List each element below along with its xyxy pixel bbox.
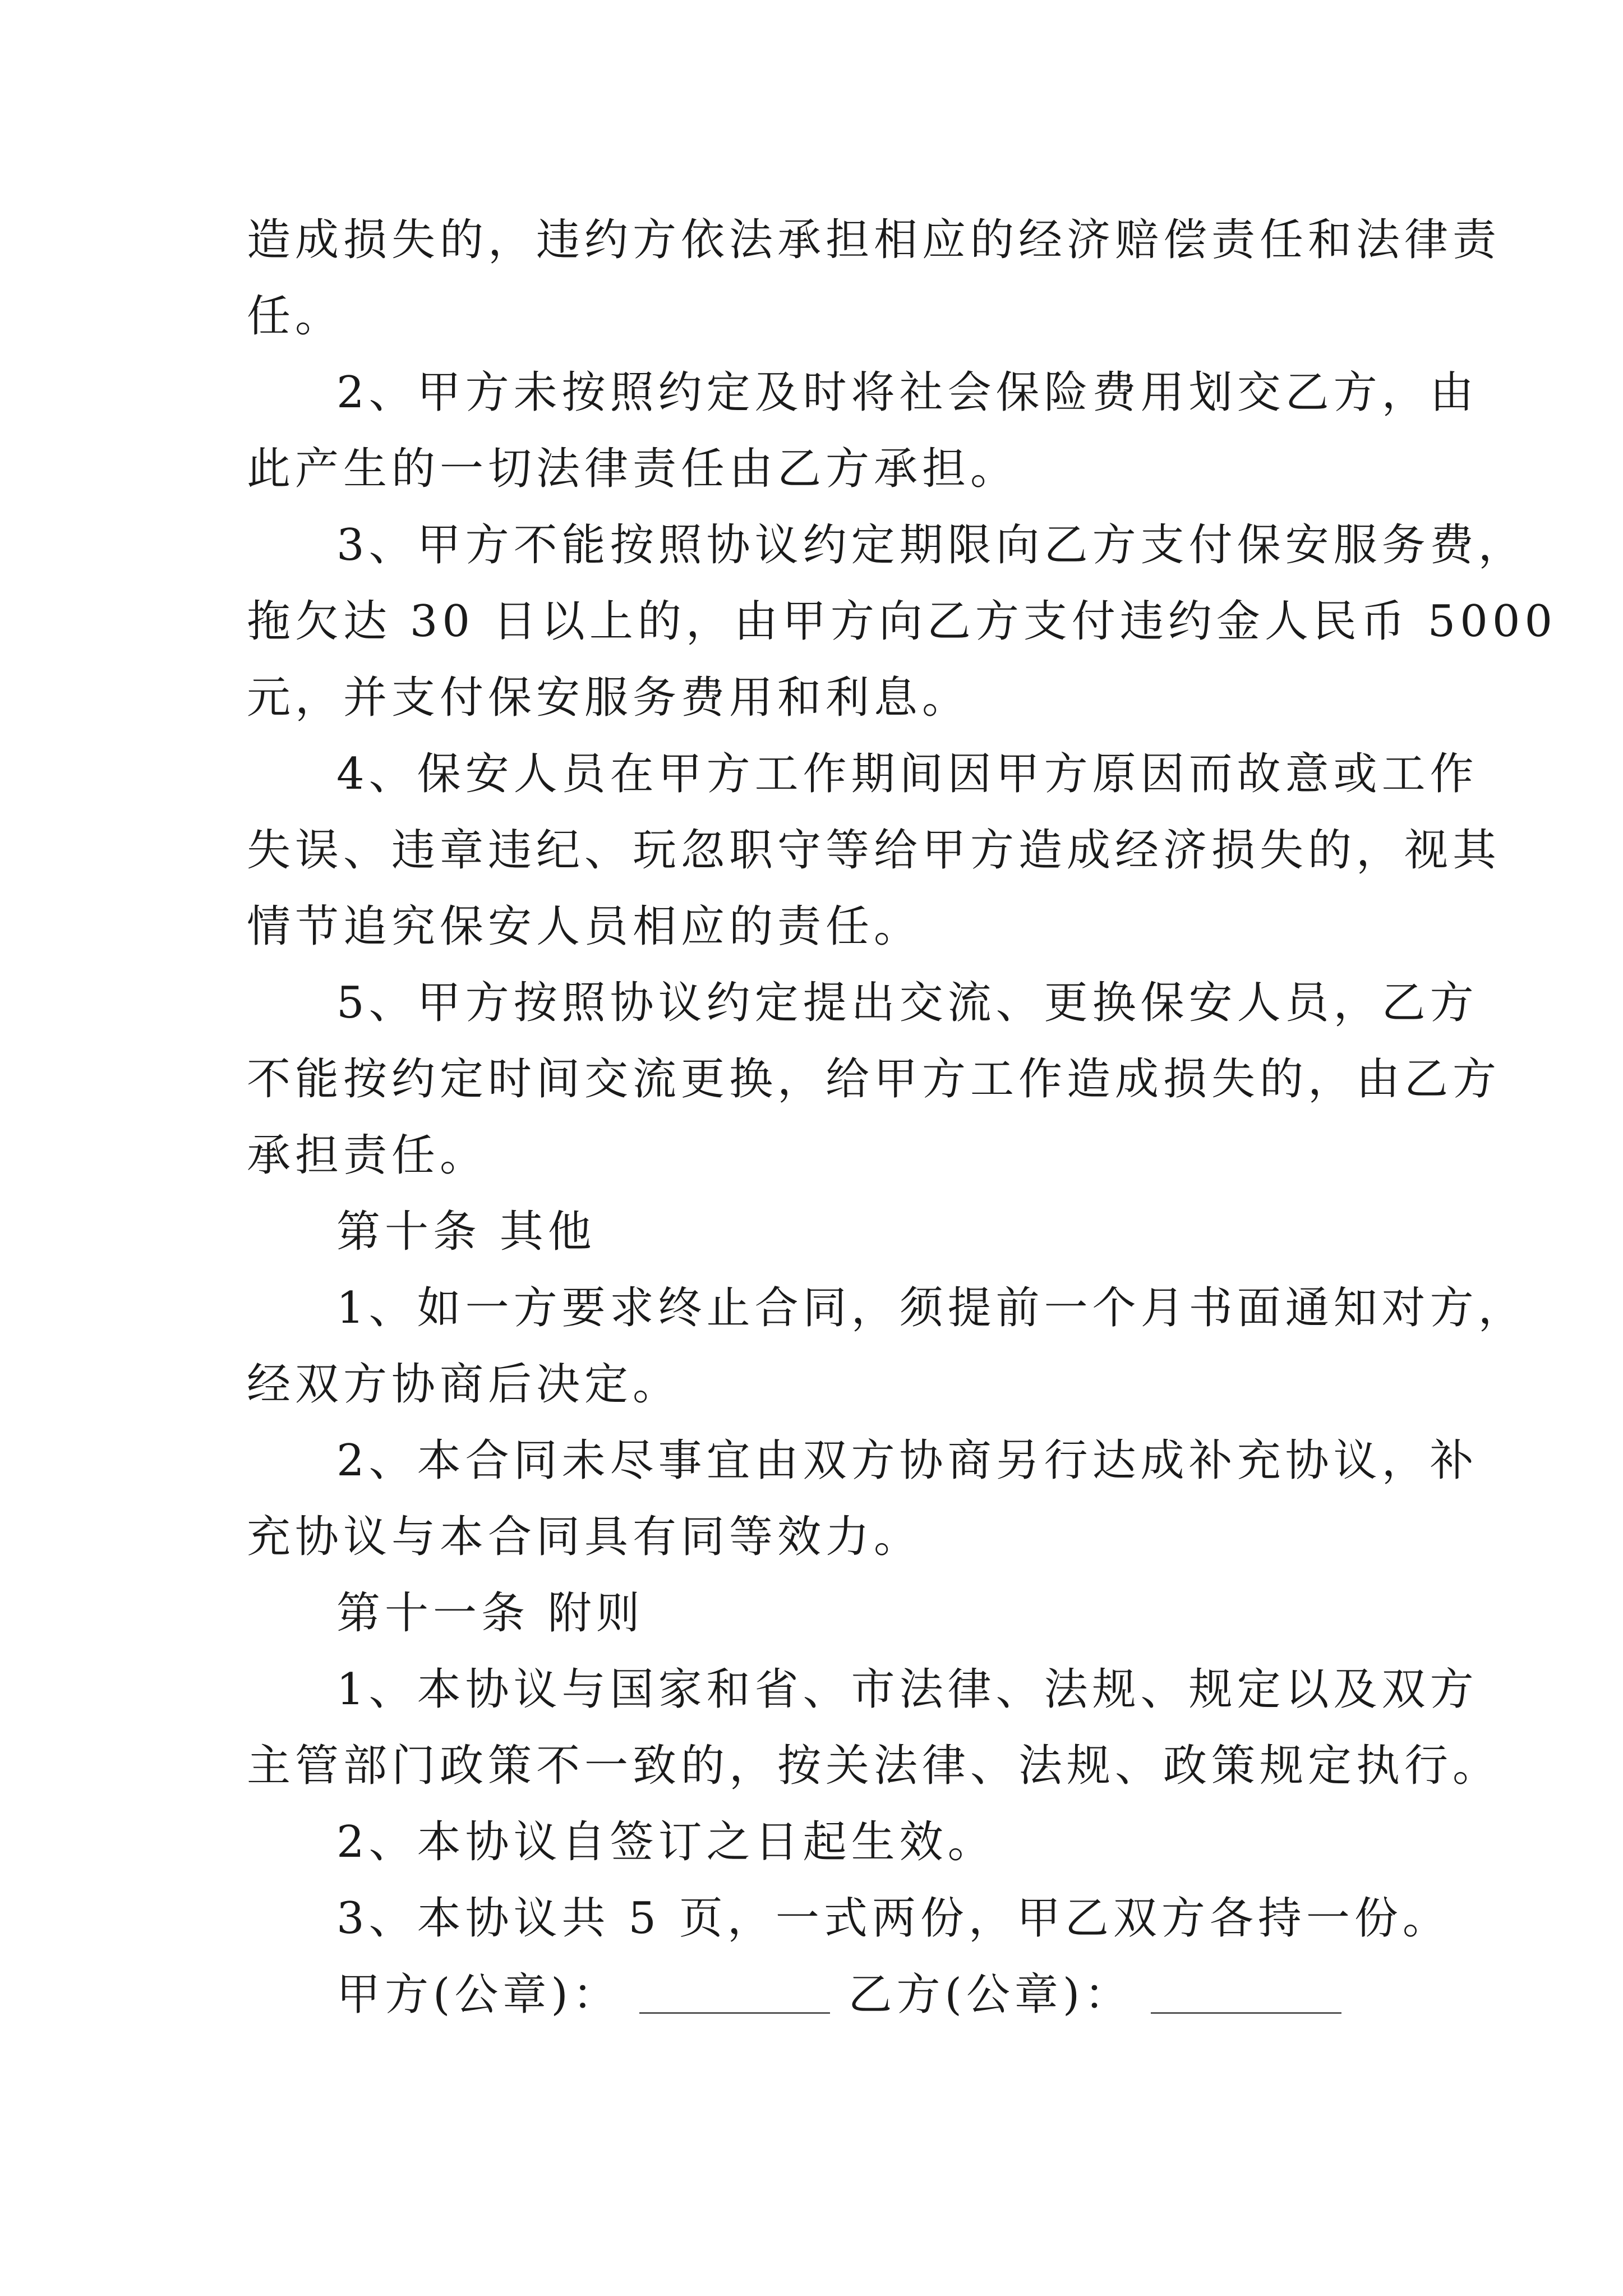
party-a-seal-label: 甲方(公章)： [336, 1970, 621, 2020]
paragraph-line: 元，并支付保安服务费用和利息。 [247, 673, 971, 723]
signature-row [336, 1957, 1341, 2033]
party-a-signature-blank [639, 1973, 830, 2014]
paragraph-line: 不能按约定时间交流更换，给甲方工作造成损失的，由乙方 [247, 1054, 1501, 1105]
paragraph-line: 造成损失的，违约方依法承担相应的经济赔偿责任和法律责 [247, 215, 1501, 265]
party-b-seal-label: 乙方(公章)： [848, 1970, 1133, 2020]
section-heading: 第十条 其他 [336, 1207, 596, 1257]
clause-item: 2、甲方未按照约定及时将社会保险费用划交乙方，由 [336, 367, 1478, 418]
paragraph-line: 拖欠达 30 日以上的，由甲方向乙方支付违约金人民币 5000 [247, 596, 1557, 647]
paragraph-line: 任。 [247, 291, 344, 342]
paragraph-line: 此产生的一切法律责任由乙方承担。 [247, 444, 1019, 494]
paragraph-line: 情节追究保安人员相应的责任。 [247, 901, 923, 952]
clause-item: 3、甲方不能按照协议约定期限向乙方支付保安服务费， [336, 520, 1527, 570]
clause-item: 1、如一方要求终止合同，须提前一个月书面通知对方， [336, 1283, 1527, 1333]
clause-item: 5、甲方按照协议约定提出交流、更换保安人员，乙方 [336, 978, 1478, 1028]
clause-item: 3、本协议共 5 页，一式两份，甲乙双方各持一份。 [336, 1893, 1451, 1944]
party-b-signature-blank [1151, 1973, 1341, 2014]
clause-item: 1、本协议与国家和省、市法律、法规、规定以及双方 [336, 1664, 1478, 1715]
paragraph-line: 失误、违章违纪、玩忽职守等给甲方造成经济损失的，视其 [247, 825, 1501, 876]
clause-item: 2、本协议自签订之日起生效。 [336, 1817, 996, 1867]
paragraph-line: 充协议与本合同具有同等效力。 [247, 1512, 923, 1562]
clause-item: 4、保安人员在甲方工作期间因甲方原因而故意或工作 [336, 749, 1478, 799]
section-heading: 第十一条 附则 [336, 1588, 644, 1639]
paragraph-line: 主管部门政策不一致的，按关法律、法规、政策规定执行。 [247, 1741, 1501, 1791]
paragraph-line: 承担责任。 [247, 1130, 488, 1181]
paragraph-line: 经双方协商后决定。 [247, 1359, 681, 1410]
clause-item: 2、本合同未尽事宜由双方协商另行达成补充协议，补 [336, 1435, 1478, 1486]
